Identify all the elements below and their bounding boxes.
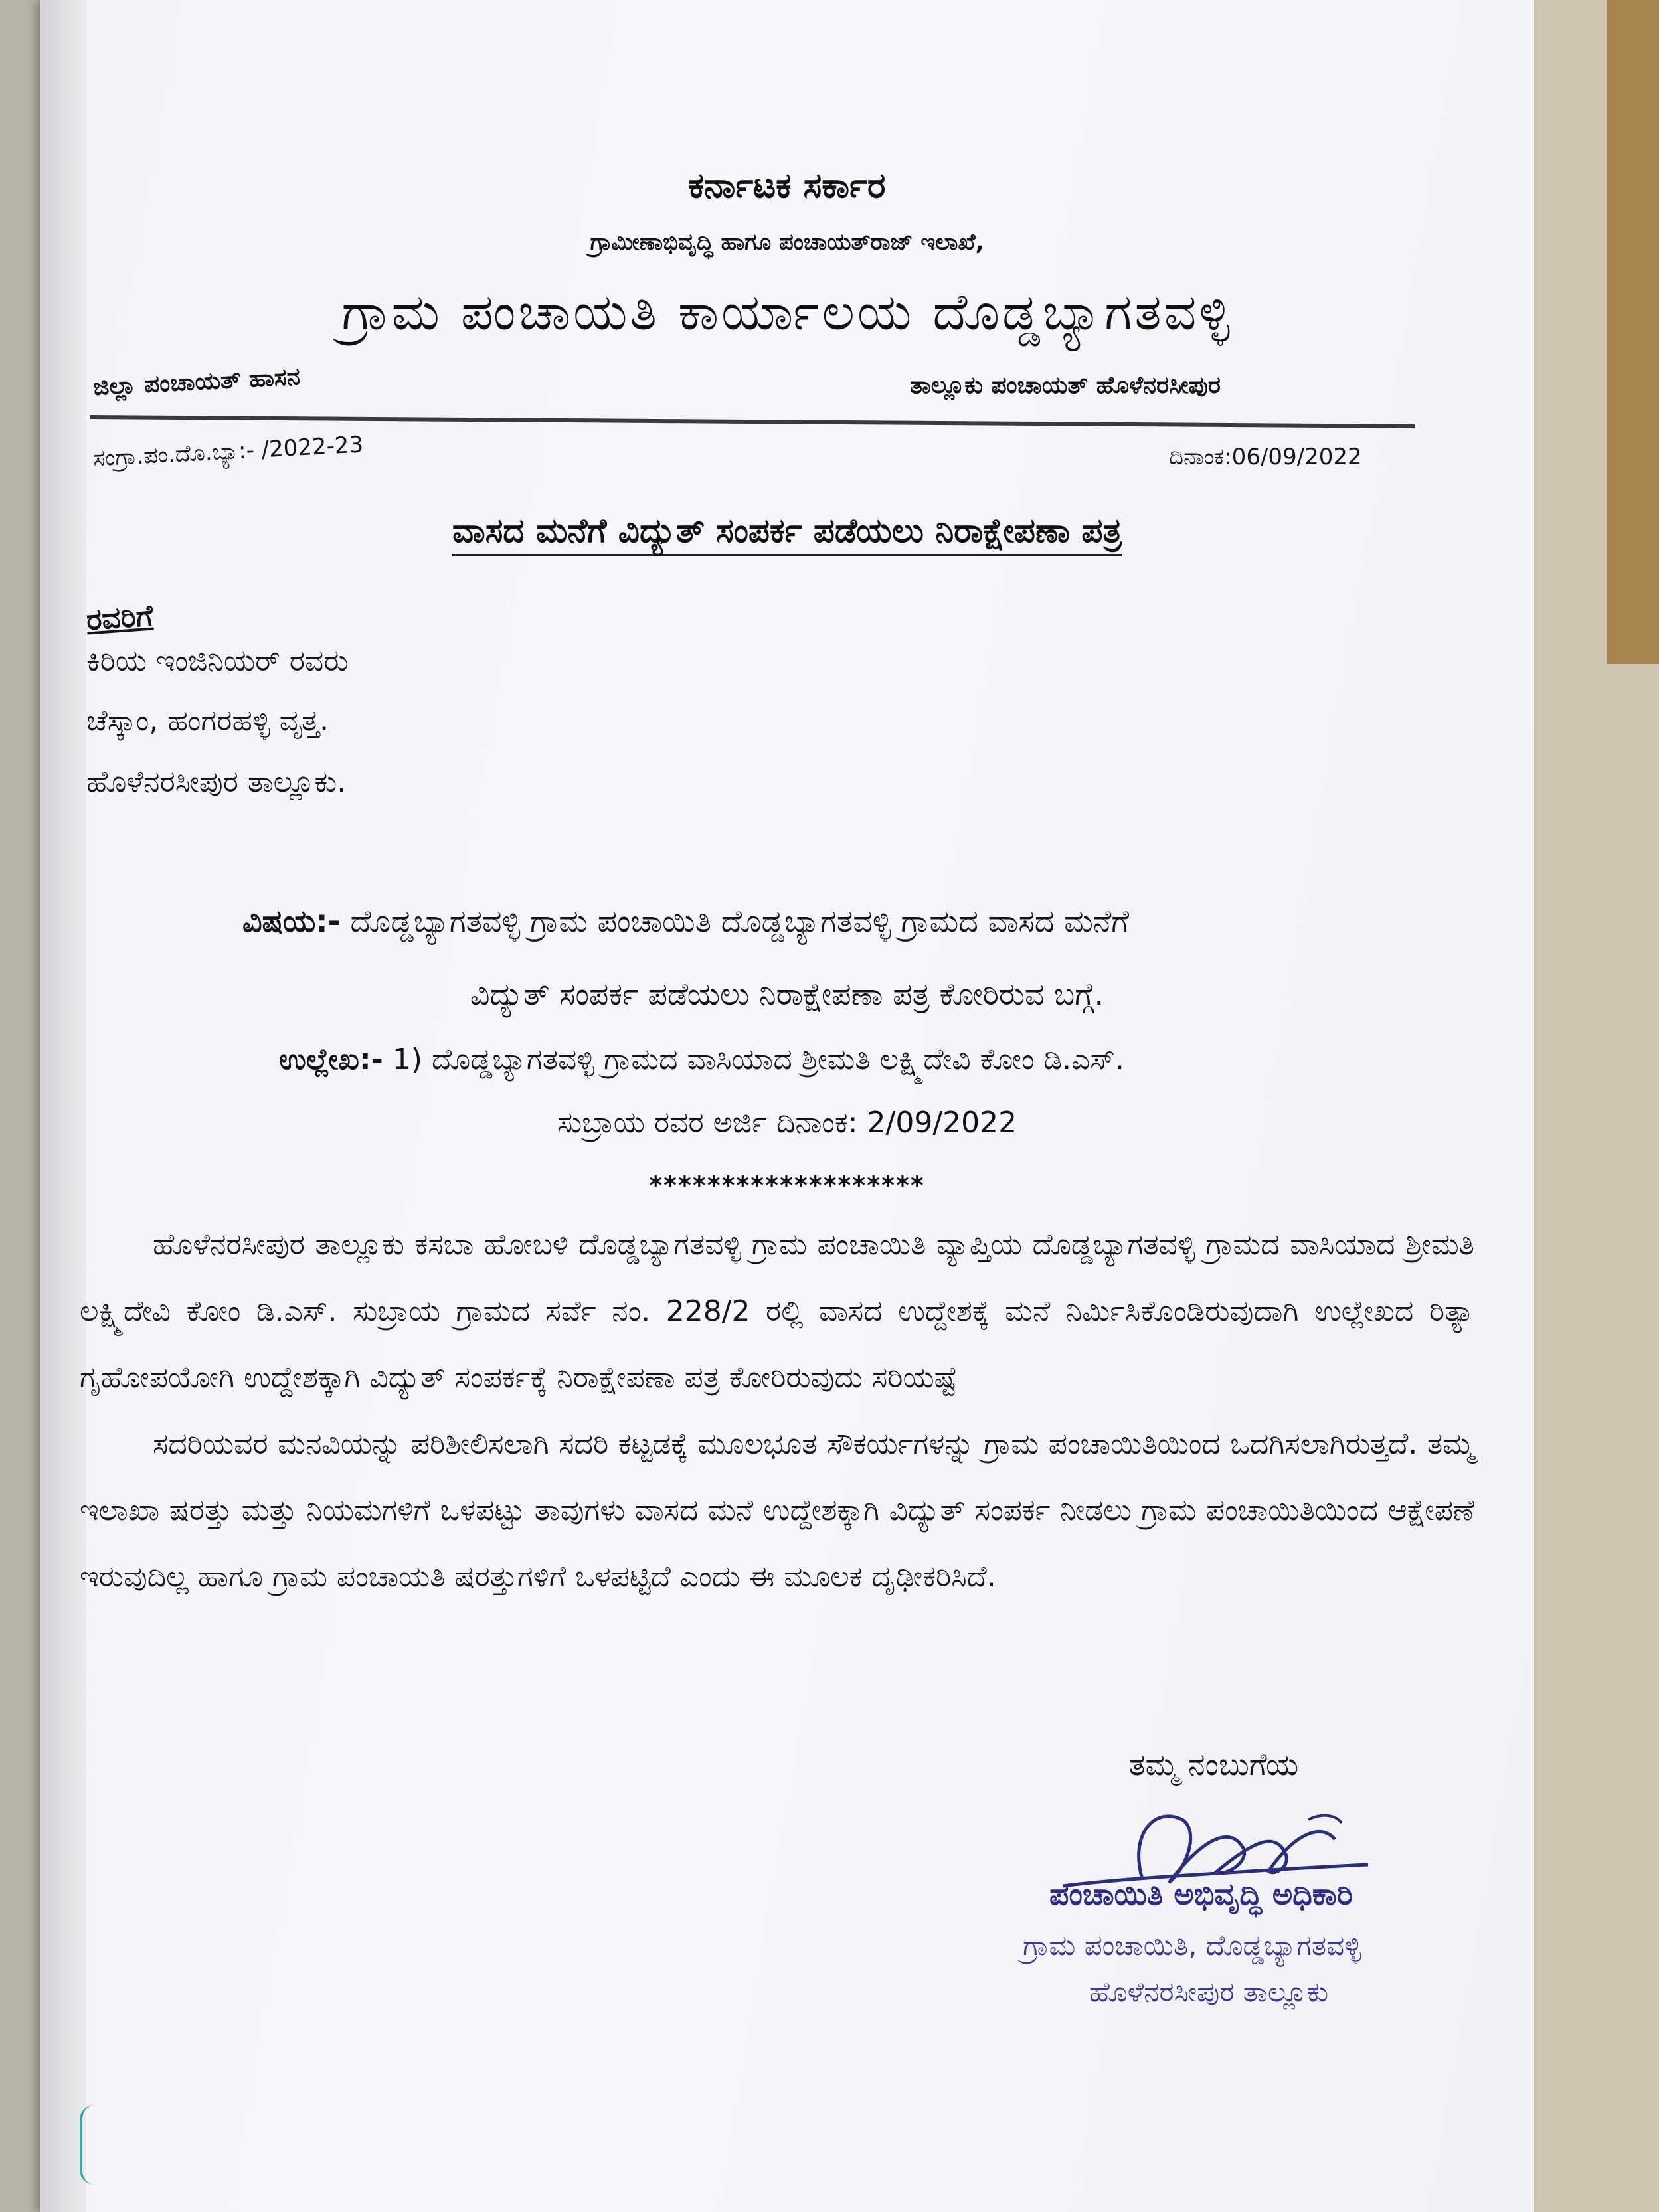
body-paragraph-1: ಹೊಳೆನರಸೀಪುರ ತಾಲ್ಲೂಕು ಕಸಬಾ ಹೋಬಳಿ ದೊಡ್ಡಬ್ಯಾಗತವಳ್ಳಿ ಗ್ರಾಮ ಪಂಚಾಯಿತಿ ವ್ಯಾಪ್ತಿಯ ದೊಡ್ಡಬ್ಯಾಗತವಳ್ಳಿ ಗ್ರಾಮದ ವಾಸಿಯಾದ ಶ್ರೀಮತಿ ಲಕ್ಷ್ಮಿದೇವಿ ಕೋಂ ಡಿ.ಎಸ್. ಸುಬ್ರಾಯ ಗ್ರಾಮದ ಸರ್ವೆ ನಂ. 228/2 ರಲ್ಲಿ ವಾಸದ ಉದ್ದೇಶಕ್ಕೆ ಮನೆ ನಿರ್ಮಿಸಿಕೊಂಡಿರುವುದಾಗಿ ಉಲ್ಲೇಖದ ರಿತ್ಯಾ ಗೃಹೋಪಯೋಗಿ ಉದ್ದೇಶಕ್ಕಾಗಿ ವಿದ್ಯುತ್ ಸಂಪರ್ಕಕ್ಕೆ ನಿರಾಕ್ಷೇಪಣಾ ಪತ್ರ ಕೋರಿರುವುದು ಸರಿಯಷ್ಟೆ	[80, 1228, 1474, 1395]
department-title: ಗ್ರಾಮೀಣಾಭಿವೃದ್ಧಿ ಹಾಗೂ ಪಂಚಾಯತ್‌ರಾಜ್ ಇಲಾಖೆ,	[590, 229, 984, 256]
stamp-taluk: ಹೊಳೆನರಸೀಪುರ ತಾಲ್ಲೂಕು	[1089, 1976, 1329, 2008]
ink-mark	[80, 2105, 109, 2185]
letter-page	[40, 0, 1534, 2212]
stamp-designation: ಪಂಚಾಯಿತಿ ಅಭಿವೃದ್ಧಿ ಅಧಿಕಾರಿ	[1049, 1876, 1353, 1912]
body-text	[80, 1212, 1474, 1610]
recipient-salutation: ರವರಿಗೆ	[85, 598, 154, 638]
header-divider	[90, 415, 1415, 428]
district-label: ಜಿಲ್ಲಾ ಪಂಚಾಯತ್ ಹಾಸನ	[92, 363, 301, 402]
reference-text-1: 1) ದೊಡ್ಡಬ್ಯಾಗತವಳ್ಳಿ ಗ್ರಾಮದ ವಾಸಿಯಾದ ಶ್ರೀಮತಿ ಲಕ್ಷ್ಮಿದೇವಿ ಕೋಂ ಡಿ.ಎಸ್.	[392, 1043, 1124, 1076]
background-table	[1607, 0, 1659, 664]
reference-line-2: ಸುಬ್ರಾಯ ರವರ ಅರ್ಜಿ ದಿನಾಂಕ: 2/09/2022	[557, 1106, 1017, 1140]
subject-line-1	[242, 903, 1129, 940]
recipient-line-2: ಚೆಸ್ಕಾಂ, ಹಂಗರಹಳ್ಳಿ ವೃತ್ತ.	[86, 704, 329, 738]
recipient-line-1: ಕಿರಿಯ ಇಂಜಿನಿಯರ್ ರವರು	[86, 644, 349, 678]
subject-line-2: ವಿದ್ಯುತ್ ಸಂಪರ್ಕ ಪಡೆಯಲು ನಿರಾಕ್ಷೇಪಣಾ ಪತ್ರ ಕೋರಿರುವ ಬಗ್ಗೆ.	[470, 976, 1104, 1012]
letter-date: ದಿನಾಂಕ:06/09/2022	[1169, 444, 1362, 470]
reference-label: ಉಲ್ಲೇಖ:-	[279, 1043, 383, 1076]
reference-number: ಸಂಗ್ರಾ.ಪಂ.ದೊ.ಬ್ಯಾ:- /2022-23	[92, 431, 365, 472]
office-title: ಗ್ರಾಮ ಪಂಚಾಯತಿ ಕಾರ್ಯಾಲಯ ದೊಡ್ಡಬ್ಯಾಗತವಳ್ಳಿ	[341, 282, 1233, 341]
letter-title	[40, 511, 1534, 551]
reference-line-1	[279, 1043, 1124, 1076]
letter-title-text: ವಾಸದ ಮನೆಗೆ ವಿದ್ಯುತ್ ಸಂಪರ್ಕ ಪಡೆಯಲು ನಿರಾಕ್ಷೇಪಣಾ ಪತ್ರ	[452, 511, 1122, 556]
body-paragraph-2: ಸದರಿಯವರ ಮನವಿಯನ್ನು ಪರಿಶೀಲಿಸಲಾಗಿ ಸದರಿ ಕಟ್ಟಡಕ್ಕೆ ಮೂಲಭೂತ ಸೌಕರ್ಯಗಳನ್ನು ಗ್ರಾಮ ಪಂಚಾಯಿತಿಯಿಂದ ಒದಗಿಸಲಾಗಿರುತ್ತದೆ. ತಮ್ಮ ಇಲಾಖಾ ಷರತ್ತು ಮತ್ತು ನಿಯಮಗಳಿಗೆ ಒಳಪಟ್ಟು ತಾವುಗಳು ವಾಸದ ಮನೆ ಉದ್ದೇಶಕ್ಕಾಗಿ ವಿದ್ಯುತ್ ಸಂಪರ್ಕ ನೀಡಲು ಗ್ರಾಮ ಪಂಚಾಯಿತಿಯಿಂದ ಆಕ್ಷೇಪಣೆ ಇರುವುದಿಲ್ಲ ಹಾಗೂ ಗ್ರಾಮ ಪಂಚಾಯತಿ ಷರತ್ತುಗಳಿಗೆ ಒಳಪಟ್ಟಿದೆ ಎಂದು ಈ ಮೂಲಕ ದೃಢೀಕರಿಸಿದೆ.	[80, 1427, 1474, 1594]
subject-label: ವಿಷಯ:-	[242, 903, 341, 939]
recipient-line-3: ಹೊಳೆನರಸೀಪುರ ತಾಲ್ಲೂಕು.	[86, 765, 347, 799]
subject-text-1: ದೊಡ್ಡಬ್ಯಾಗತವಳ್ಳಿ ಗ್ರಾಮ ಪಂಚಾಯಿತಿ ದೊಡ್ಡಬ್ಯಾಗತವಳ್ಳಿ ಗ್ರಾಮದ ವಾಸದ ಮನೆಗೆ	[350, 903, 1130, 939]
closing-text: ತಮ್ಮ ನಂಬುಗೆಯ	[1129, 1746, 1299, 1782]
taluk-label: ತಾಲ್ಲೂಕು ಪಂಚಾಯತ್ ಹೊಳೆನರಸೀಪುರ	[910, 372, 1221, 399]
stamp-office: ಗ್ರಾಮ ಪಂಚಾಯಿತಿ, ದೊಡ್ಡಬ್ಯಾಗತವಳ್ಳಿ	[1023, 1929, 1361, 1962]
separator-stars: *******************	[649, 1171, 925, 1200]
government-title: ಕರ್ನಾಟಕ ಸರ್ಕಾರ	[688, 166, 886, 206]
